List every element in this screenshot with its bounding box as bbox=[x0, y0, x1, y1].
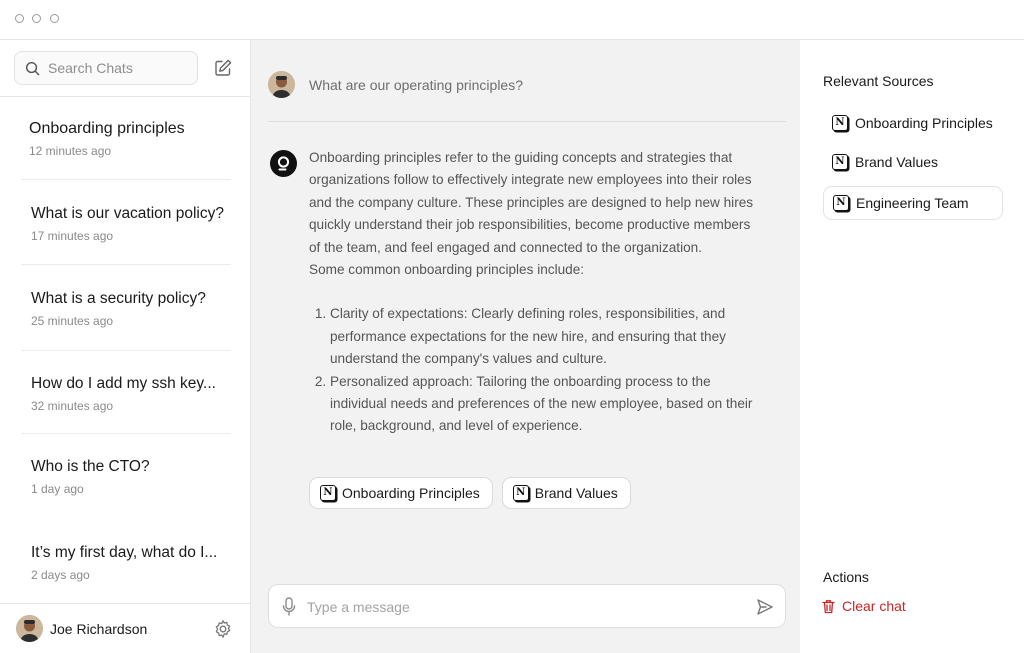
user-name: Joe Richardson bbox=[50, 621, 148, 637]
chat-item[interactable] bbox=[0, 351, 251, 434]
chat-item-title: What is our vacation policy? bbox=[31, 205, 224, 222]
clear-chat-button[interactable] bbox=[822, 598, 906, 614]
relevant-sources-heading: Relevant Sources bbox=[823, 73, 934, 89]
user-question: What are our operating principles? bbox=[309, 77, 524, 93]
chat-item-time: 17 minutes ago bbox=[31, 229, 114, 243]
chat-item[interactable] bbox=[0, 97, 251, 180]
window-minimize-dot[interactable] bbox=[32, 14, 41, 23]
new-chat-button[interactable] bbox=[212, 57, 234, 79]
avatar-image bbox=[268, 71, 295, 98]
chat-item-title: What is a security policy? bbox=[31, 290, 206, 307]
chat-item-time: 2 days ago bbox=[31, 568, 90, 582]
answer-list-item: 2. Personalized approach: Tailoring the onboarding process to the individual needs and preferences of the new employee, based on their role, background, and level of experience. bbox=[330, 371, 759, 438]
chat-item-time: 12 minutes ago bbox=[29, 144, 112, 158]
assistant-answer bbox=[309, 147, 759, 438]
search-input[interactable] bbox=[48, 60, 188, 76]
answer-list bbox=[309, 303, 759, 437]
send-icon bbox=[756, 598, 774, 616]
gear-icon bbox=[213, 619, 233, 639]
compose-icon bbox=[213, 58, 233, 78]
user-avatar[interactable] bbox=[16, 615, 43, 642]
source-item-engineering-team[interactable] bbox=[823, 186, 1003, 220]
chat-item[interactable] bbox=[0, 434, 251, 520]
notion-icon: N bbox=[833, 195, 849, 211]
chat-item[interactable] bbox=[0, 180, 251, 265]
search-icon bbox=[25, 61, 40, 76]
chat-item-time: 1 day ago bbox=[31, 482, 84, 496]
answer-paragraph: Onboarding principles refer to the guiding concepts and strategies that organizations follow to effectively integrate new employees into their roles and the company culture. These principles are designed to help new hires quickly understand their job responsibilities, become productive members of the team, and feel engaged and connected to the organization. bbox=[309, 150, 754, 255]
source-item-label: Onboarding Principles bbox=[855, 115, 993, 131]
source-chip-onboarding-principles[interactable] bbox=[309, 477, 493, 509]
source-item-onboarding-principles[interactable] bbox=[823, 106, 1003, 140]
source-item-label: Engineering Team bbox=[856, 195, 969, 211]
source-chip-brand-values[interactable] bbox=[502, 477, 631, 509]
trash-icon bbox=[822, 599, 835, 614]
conversation-panel bbox=[251, 40, 800, 653]
notion-icon: N bbox=[513, 485, 529, 501]
source-item-label: Brand Values bbox=[855, 154, 939, 170]
clear-chat-label: Clear chat bbox=[842, 598, 906, 614]
chat-item-title: Onboarding principles bbox=[29, 120, 185, 137]
chat-list bbox=[0, 97, 251, 606]
source-chip-label: Onboarding Principles bbox=[342, 485, 480, 501]
send-button[interactable] bbox=[756, 598, 774, 616]
answer-intro: Some common onboarding principles include: bbox=[309, 262, 585, 278]
chat-item-title: Who is the CTO? bbox=[31, 458, 150, 475]
notion-icon: N bbox=[832, 115, 848, 131]
window-close-dot[interactable] bbox=[15, 14, 24, 23]
chat-item[interactable] bbox=[0, 520, 251, 606]
message-composer bbox=[268, 584, 786, 628]
chat-item-title: It’s my first day, what do I... bbox=[31, 544, 218, 561]
notion-icon: N bbox=[832, 154, 848, 170]
avatar-image bbox=[16, 615, 43, 642]
chat-item-time: 25 minutes ago bbox=[31, 314, 114, 328]
chat-item[interactable] bbox=[0, 265, 251, 351]
notion-icon: N bbox=[320, 485, 336, 501]
window-maximize-dot[interactable] bbox=[50, 14, 59, 23]
assistant-logo-icon bbox=[270, 150, 297, 177]
search-box[interactable] bbox=[14, 51, 198, 85]
chat-item-time: 32 minutes ago bbox=[31, 399, 114, 413]
source-item-brand-values[interactable] bbox=[823, 145, 1003, 179]
message-input[interactable] bbox=[307, 596, 737, 618]
source-chip-label: Brand Values bbox=[534, 485, 618, 501]
actions-heading: Actions bbox=[823, 569, 869, 585]
microphone-icon bbox=[282, 597, 296, 617]
chat-item-title: How do I add my ssh key... bbox=[31, 375, 216, 392]
sidebar bbox=[0, 40, 251, 653]
question-avatar bbox=[268, 71, 295, 98]
source-chips bbox=[309, 477, 631, 509]
conversation-divider bbox=[268, 121, 786, 122]
window-titlebar bbox=[0, 0, 1024, 40]
user-bar bbox=[0, 603, 251, 653]
answer-list-item: 1. Clarity of expectations: Clearly defining roles, responsibilities, and performance expectations for the new hire, and ensuring that they understand the company's values and culture. bbox=[330, 303, 759, 370]
microphone-button[interactable] bbox=[282, 597, 296, 617]
right-panel bbox=[800, 40, 1024, 653]
settings-button[interactable] bbox=[213, 619, 233, 639]
